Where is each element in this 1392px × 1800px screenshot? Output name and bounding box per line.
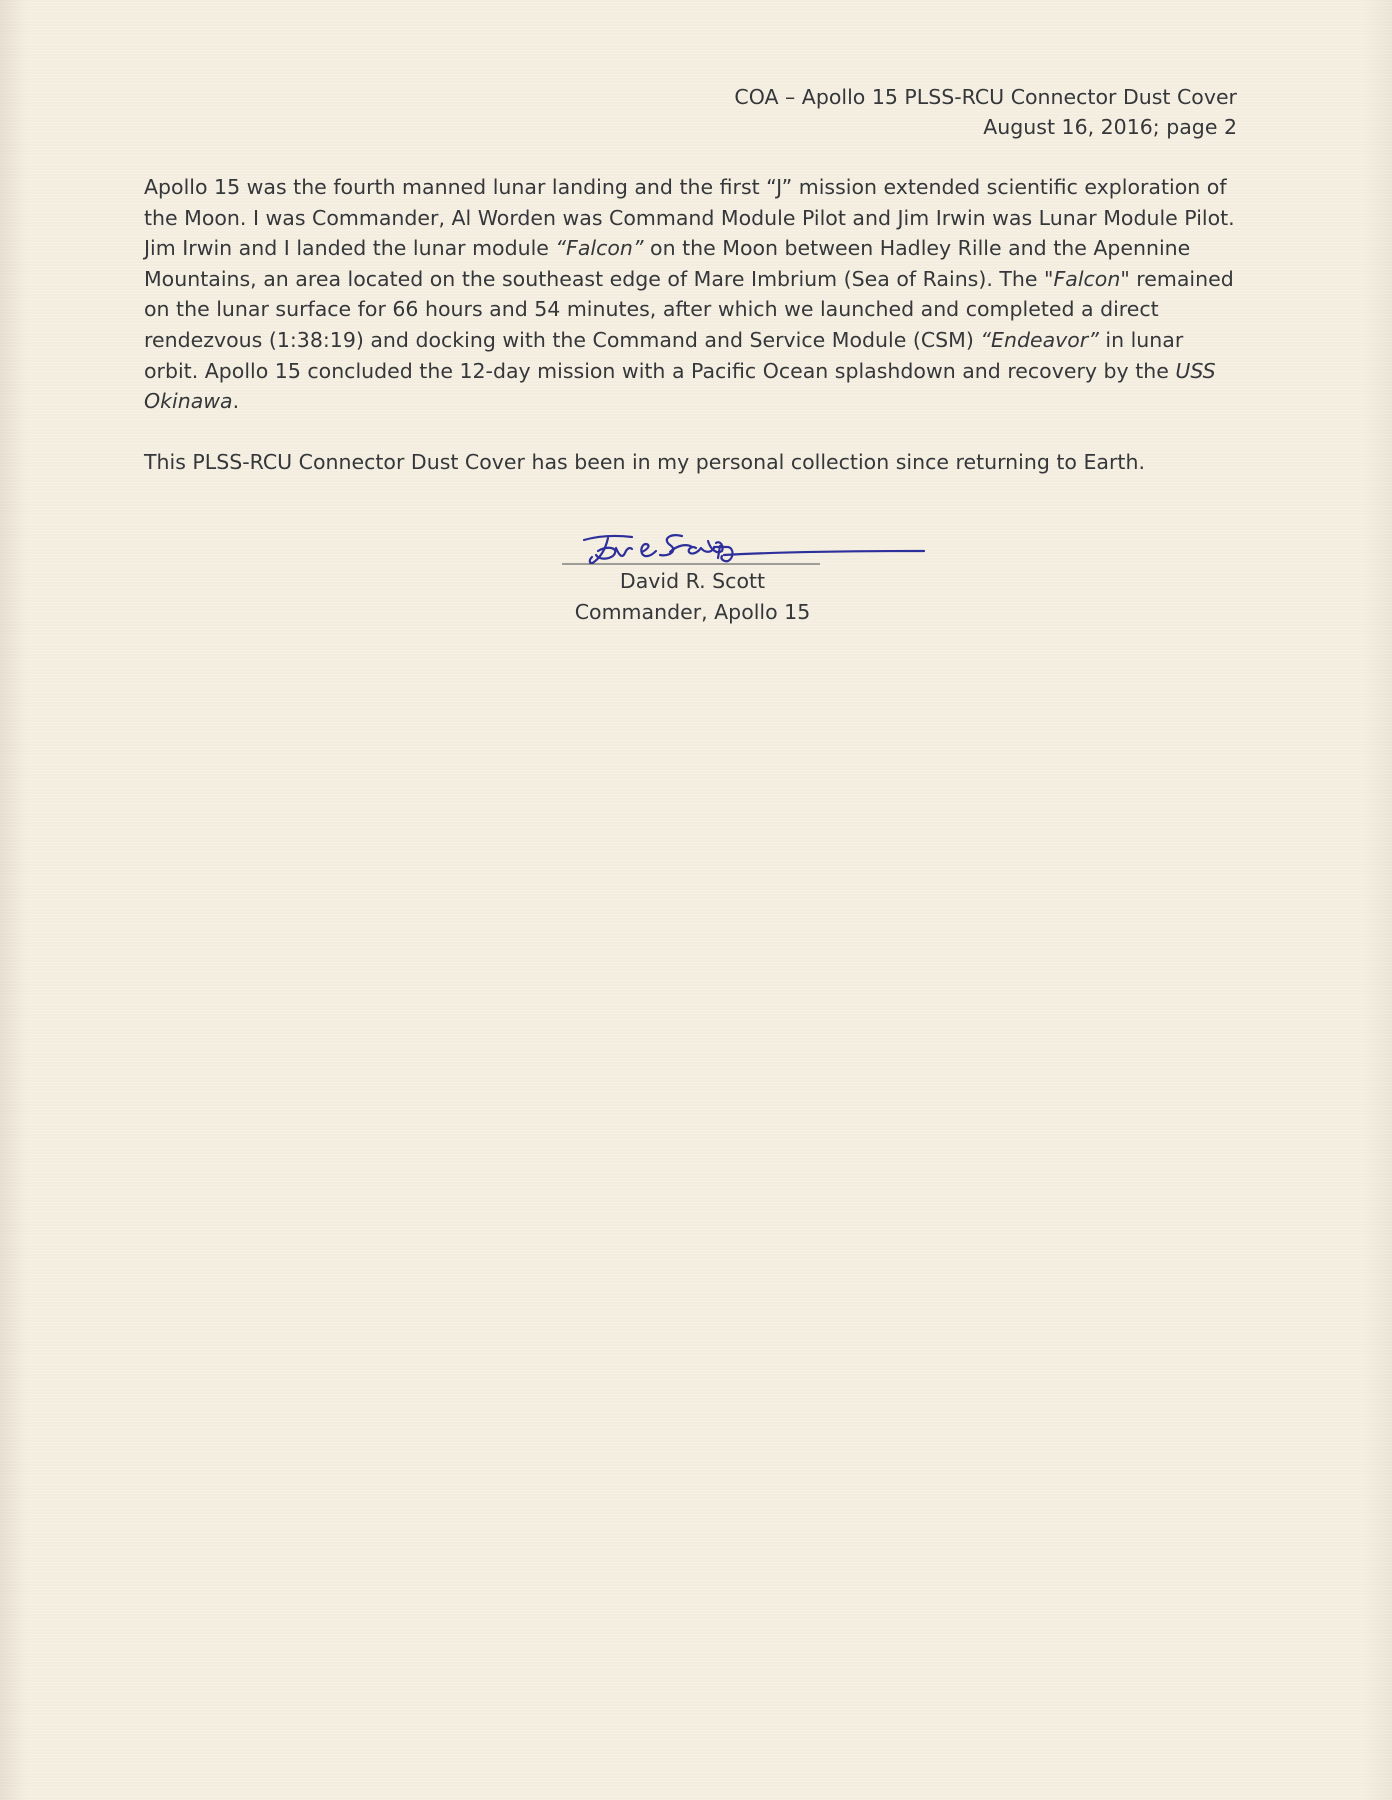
endeavor-name: “Endeavor” bbox=[980, 327, 1099, 352]
p1-text-5: . bbox=[232, 389, 240, 414]
ship-name: USS Okinawa bbox=[144, 358, 1216, 414]
handwritten-signature bbox=[520, 515, 940, 575]
collection-paragraph: This PLSS-RCU Connector Dust Cover has been in my personal collection since returning to Earth. bbox=[144, 449, 1145, 474]
letter-body bbox=[144, 172, 1239, 477]
mission-paragraph bbox=[144, 172, 1239, 417]
signature-ink bbox=[584, 535, 924, 563]
p1-text-2: on the Moon between Hadley Rille and the Apennine Mountains, an area located on the southeast edge of Mare Imbrium (Sea of Rains). The " bbox=[144, 236, 1191, 291]
signature-block bbox=[520, 515, 940, 635]
falcon-name: Falcon bbox=[1053, 266, 1121, 291]
falcon-name-quoted: “Falcon” bbox=[555, 236, 644, 261]
p1-text-1: Apollo 15 was the fourth manned lunar landing and the first “J” mission extended scientific exploration of the Moon. I was Commander, Al Worden was Command Module Pilot and Jim Irwin was Lunar Module Pilot. Jim Irwin and I landed the lunar module bbox=[144, 175, 1235, 261]
header-title: COA – Apollo 15 PLSS-RCU Connector Dust Cover bbox=[734, 85, 1237, 109]
p1-text-4: in lunar orbit. Apollo 15 concluded the 12-day mission with a Pacific Ocean splashdown and recovery by the bbox=[144, 327, 1184, 383]
p1-text-3: " remained on the lunar surface for 66 hours and 54 minutes, after which we launched and completed a direct rendezvous (1:38:19) and docking with the Command and Service Module (CSM) bbox=[144, 266, 1234, 352]
document-header bbox=[734, 82, 1237, 142]
signer-name: David R. Scott bbox=[619, 569, 766, 593]
header-date-page: August 16, 2016; page 2 bbox=[983, 115, 1237, 139]
signer-title: Commander, Apollo 15 bbox=[574, 600, 811, 624]
